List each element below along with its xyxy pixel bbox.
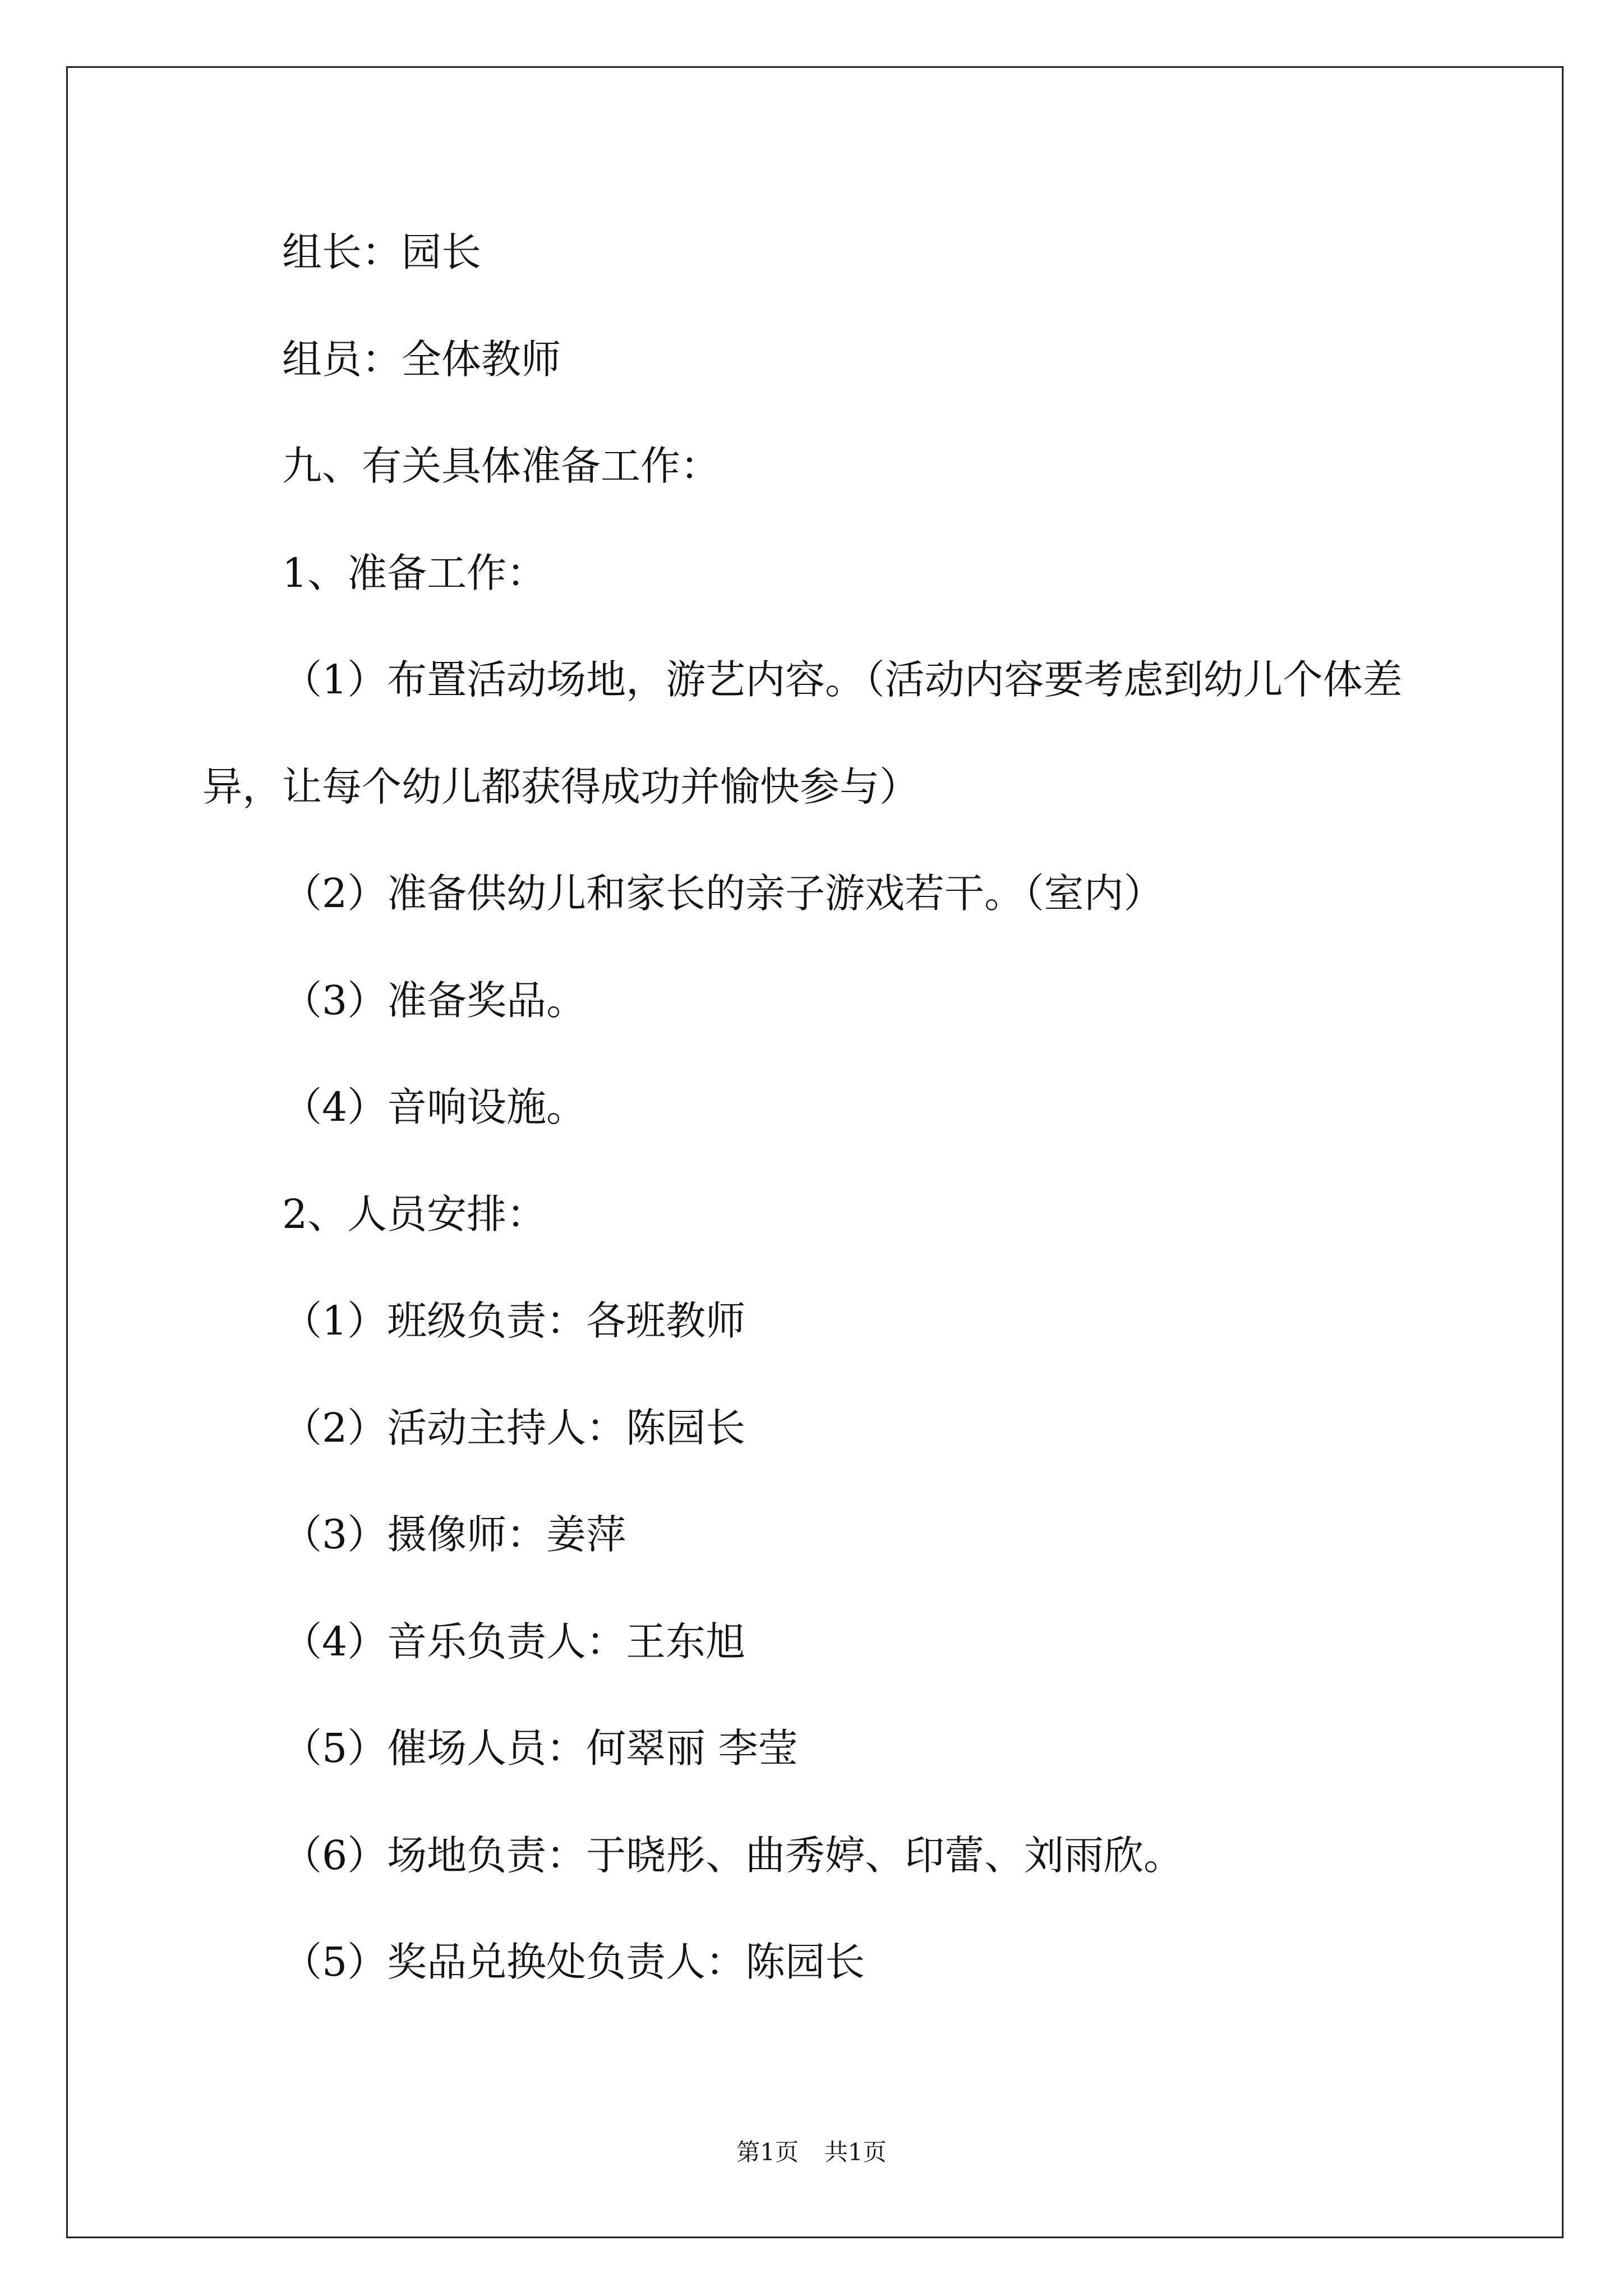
page-footer [0,2138,1623,2166]
group-leader-line: 组长：园长 [282,229,482,275]
staff-item-prize-exchange: （5）奖品兑换处负责人：陈园长 [282,1939,865,1985]
group-members-line: 组员：全体教师 [282,335,561,383]
staff-item-stage: （5）催场人员：何翠丽 李莹 [282,1725,798,1772]
prep-item-games: （2）准备供幼儿和家长的亲子游戏若干。（室内） [282,870,1164,917]
staff-item-camera: （3）摄像师：姜萍 [282,1511,626,1558]
staff-item-host: （2）活动主持人：陈园长 [282,1404,746,1451]
page-number: 第1页 [736,2138,799,2166]
prep-item-prizes: （3）准备奖品。 [282,977,587,1024]
staffing-heading: 2、人员安排： [282,1190,547,1237]
document-body [202,199,1537,2016]
prep-item-venue-line-1: （1）布置活动场地，游艺内容。（活动内容要考虑到幼儿个体差 [282,656,1403,703]
staff-item-venue: （6）场地负责：于晓彤、曲秀婷、印蕾、刘雨欣。 [282,1832,1184,1879]
section-heading: 九、有关具体准备工作： [282,443,721,489]
staff-item-music: （4）音乐负责人：王东旭 [282,1618,746,1665]
staff-item-class: （1）班级负责：各班教师 [282,1297,746,1344]
page-total: 共1页 [824,2138,887,2166]
prep-item-venue-line-2: 异，让每个幼儿都获得成功并愉快参与） [202,763,920,810]
prep-item-sound: （4）音响设施。 [282,1084,587,1130]
preparation-heading: 1、准备工作： [282,549,547,596]
